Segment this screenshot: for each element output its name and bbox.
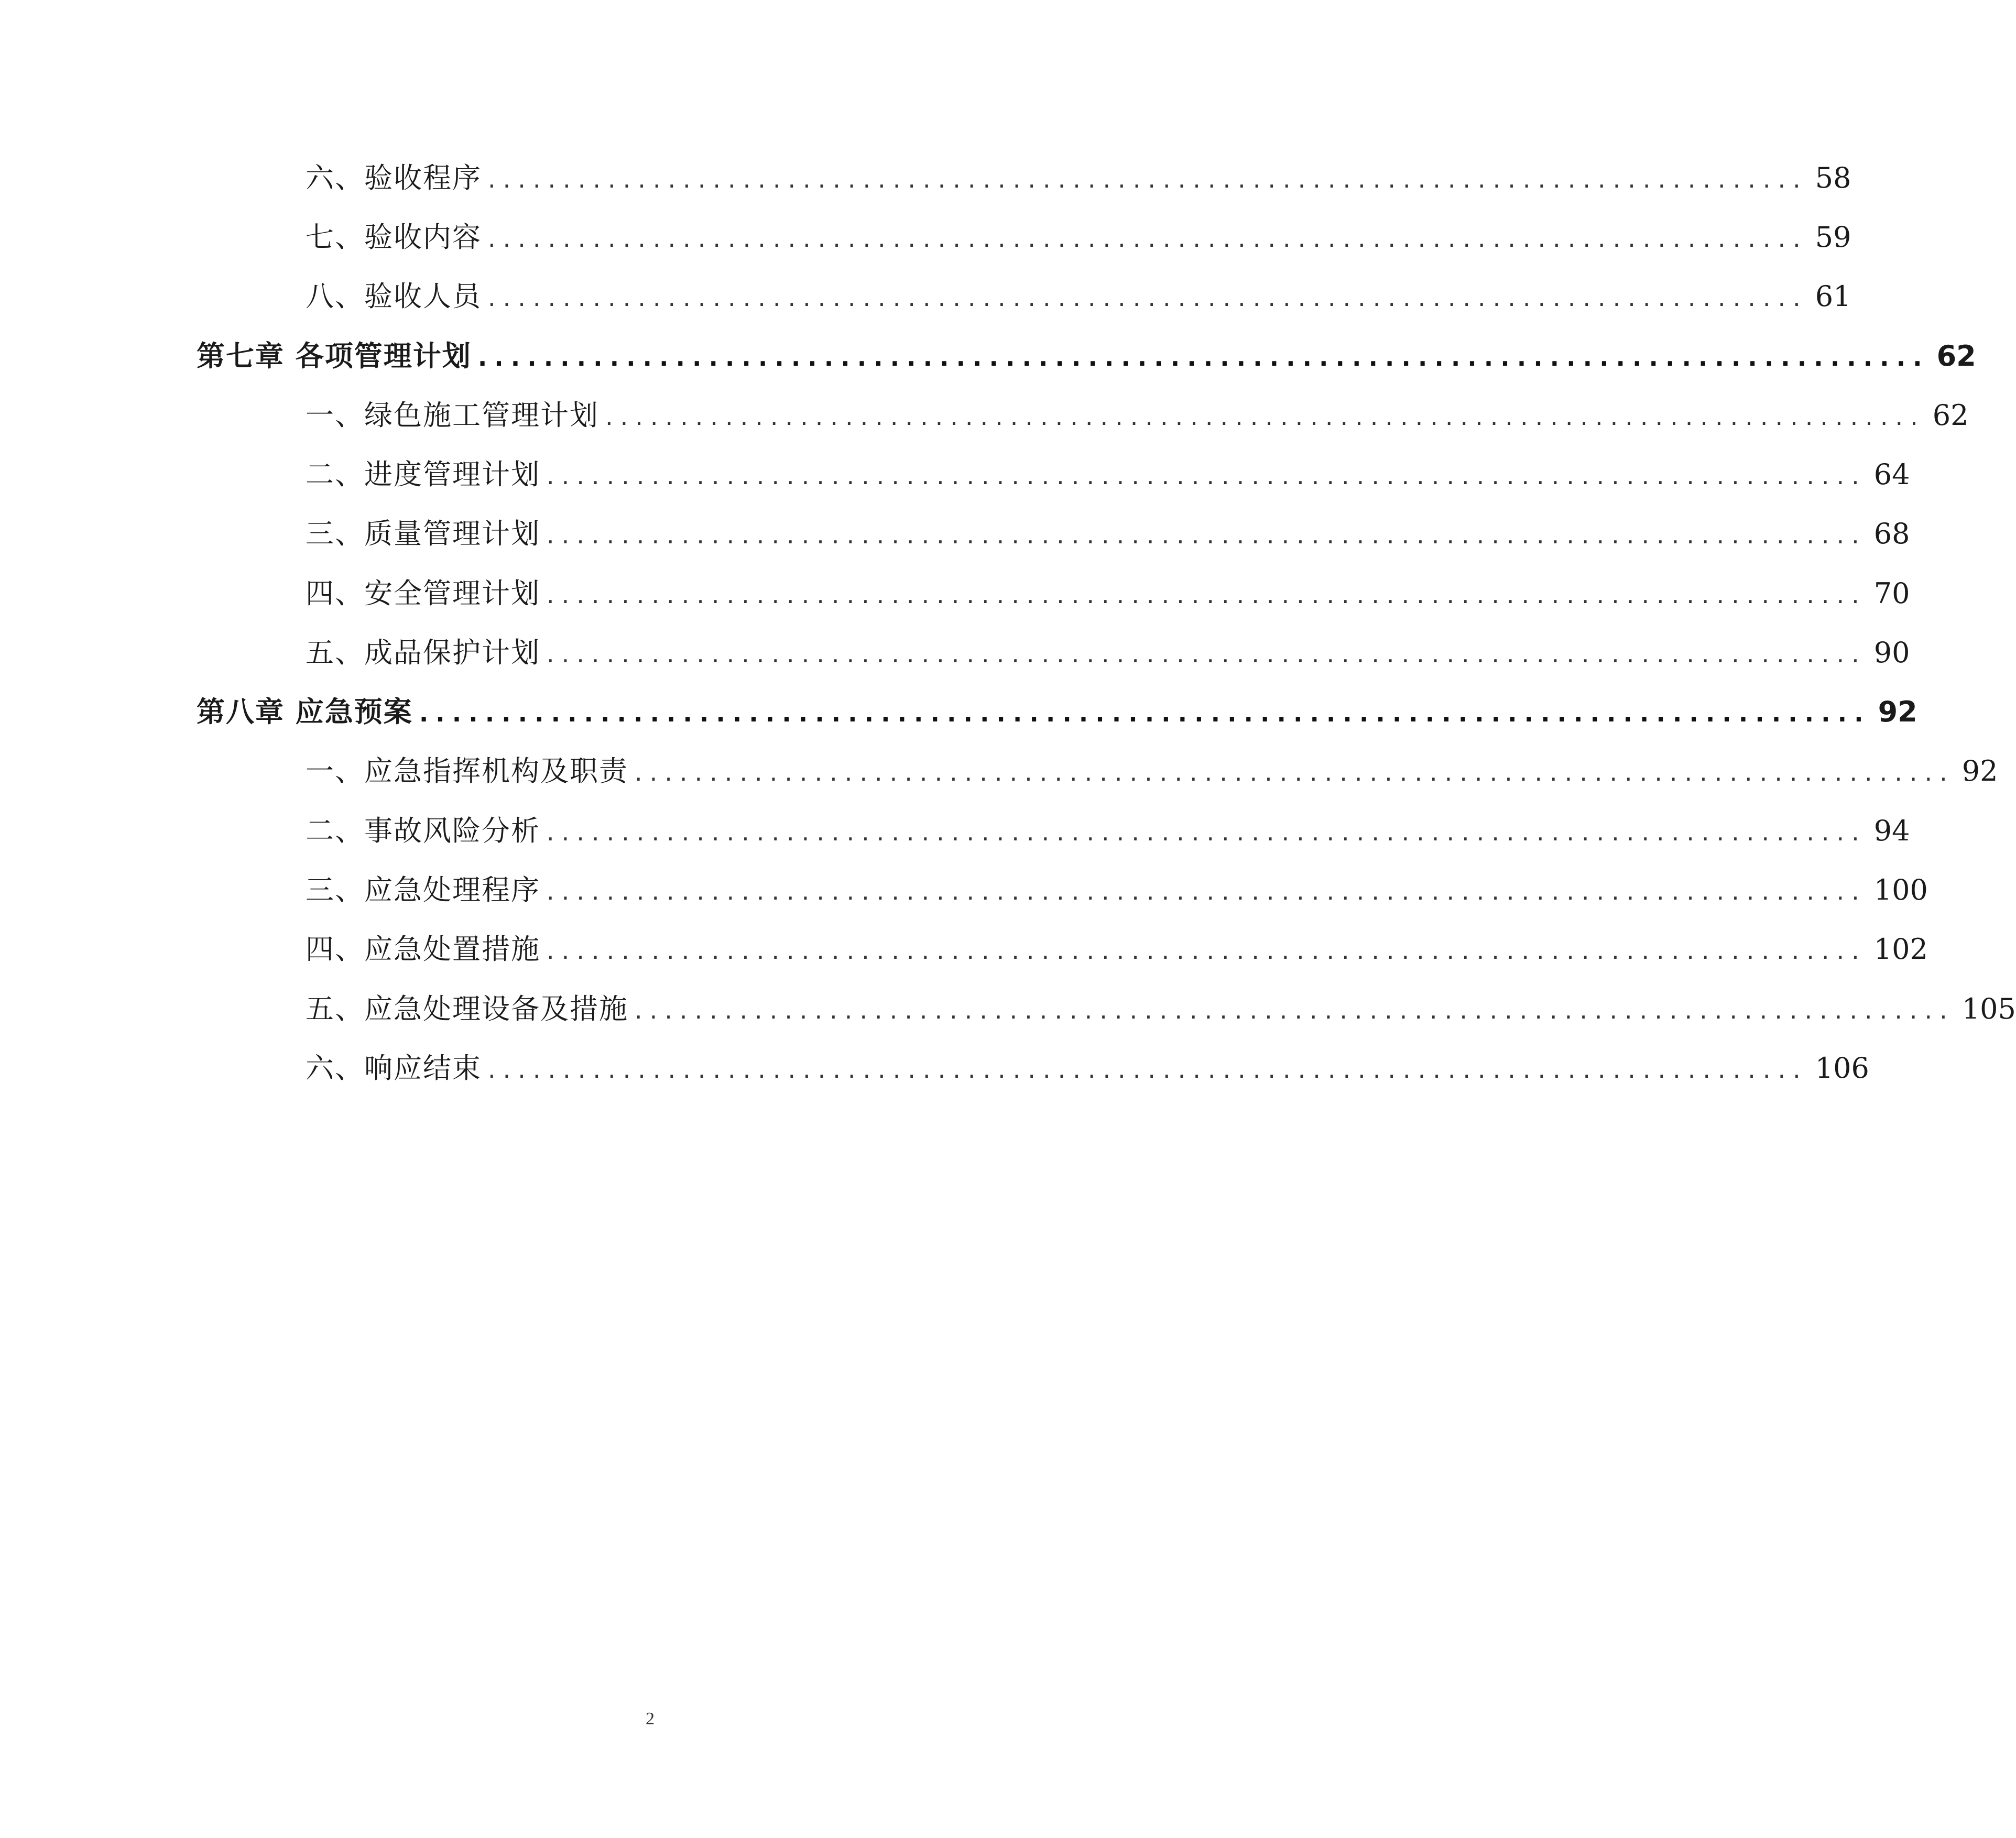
toc-entry-schedule-management[interactable] — [306, 453, 1910, 497]
toc-dot-leader: ........................................................................................ — [488, 283, 1808, 312]
toc-entry-label: 六、响应结束 — [306, 1052, 482, 1085]
toc-chapter-7[interactable] — [197, 334, 1976, 378]
toc-chapter-page: 92 — [1878, 695, 1917, 728]
toc-dot-leader: ........................................................................................ — [635, 758, 1955, 786]
toc-entry-label: 五、应急处理设备及措施 — [306, 992, 628, 1025]
toc-entry-emergency-procedure[interactable] — [306, 868, 1928, 912]
toc-entry-response-end[interactable] — [306, 1046, 1869, 1090]
toc-entry-page: 102 — [1873, 933, 1928, 966]
toc-dot-leader: ........................................................................................ — [547, 521, 1867, 549]
toc-entry-green-construction[interactable] — [306, 393, 1969, 437]
toc-entry-label: 二、进度管理计划 — [306, 458, 540, 491]
toc-entry-page: 90 — [1873, 636, 1910, 669]
page-number: 2 — [646, 1709, 655, 1728]
toc-entry-page: 68 — [1873, 517, 1910, 550]
toc-dot-leader: ........................................................................................ — [419, 699, 1871, 727]
toc-entry-label: 三、应急处理程序 — [306, 873, 540, 906]
toc-entry-page: 61 — [1815, 280, 1851, 313]
toc-entry-page: 58 — [1815, 161, 1851, 194]
toc-entry-label: 一、应急指挥机构及职责 — [306, 754, 628, 787]
toc-entry-emergency-measures[interactable] — [306, 927, 1928, 971]
toc-dot-leader: ........................................................................................ — [488, 1055, 1808, 1084]
toc-entry-page: 59 — [1815, 221, 1851, 254]
toc-dot-leader: ........................................................................................ — [547, 581, 1867, 609]
toc-entry-acceptance-personnel[interactable] — [306, 275, 1851, 319]
toc-dot-leader: ........................................................................................ — [547, 462, 1867, 490]
toc-chapter-label: 第八章 应急预案 — [197, 695, 413, 728]
toc-entry-label: 七、验收内容 — [306, 221, 482, 254]
toc-entry-page: 105 — [1961, 992, 2016, 1025]
toc-entry-page: 70 — [1873, 577, 1910, 610]
toc-chapter-page: 62 — [1936, 340, 1976, 373]
toc-dot-leader: ........................................................................................ — [477, 343, 1930, 371]
toc-entry-label: 六、验收程序 — [306, 161, 482, 194]
toc-dot-leader: ........................................................................................ — [547, 640, 1867, 668]
toc-dot-leader: ........................................................................................ — [488, 224, 1808, 253]
toc-dot-leader: ........................................................................................ — [488, 165, 1808, 193]
toc-entry-emergency-equipment[interactable] — [306, 987, 2016, 1031]
toc-entry-label: 四、应急处置措施 — [306, 933, 540, 966]
toc-entry-label: 二、事故风险分析 — [306, 814, 540, 847]
toc-dot-leader: ........................................................................................ — [547, 936, 1867, 965]
toc-chapter-8[interactable] — [197, 690, 1917, 734]
toc-entry-risk-analysis[interactable] — [306, 809, 1910, 853]
toc-entry-label: 五、成品保护计划 — [306, 636, 540, 669]
toc-dot-leader: ........................................................................................ — [547, 818, 1867, 846]
toc-entry-safety-management[interactable] — [306, 572, 1910, 616]
toc-entry-acceptance-content[interactable] — [306, 215, 1851, 259]
toc-entry-page: 62 — [1932, 399, 1969, 432]
toc-dot-leader: ........................................................................................ — [547, 877, 1867, 905]
toc-entry-label: 四、安全管理计划 — [306, 577, 540, 610]
toc-entry-label: 八、验收人员 — [306, 280, 482, 313]
toc-entry-emergency-command[interactable] — [306, 749, 1998, 793]
toc-entry-page: 64 — [1873, 458, 1910, 491]
toc-entry-label: 一、绿色施工管理计划 — [306, 399, 599, 432]
toc-entry-quality-management[interactable] — [306, 512, 1910, 556]
toc-chapter-label: 第七章 各项管理计划 — [197, 340, 472, 373]
toc-dot-leader: ........................................................................................ — [635, 996, 1955, 1024]
toc-dot-leader: ........................................................................................ — [605, 402, 1925, 431]
toc-entry-page: 94 — [1873, 814, 1910, 847]
toc-entry-acceptance-procedure[interactable] — [306, 156, 1851, 200]
toc-entry-page: 100 — [1873, 873, 1928, 906]
toc-entry-page: 92 — [1961, 754, 1998, 787]
toc-entry-page: 106 — [1815, 1052, 1869, 1085]
toc-entry-product-protection[interactable] — [306, 631, 1910, 675]
toc-entry-label: 三、质量管理计划 — [306, 517, 540, 550]
